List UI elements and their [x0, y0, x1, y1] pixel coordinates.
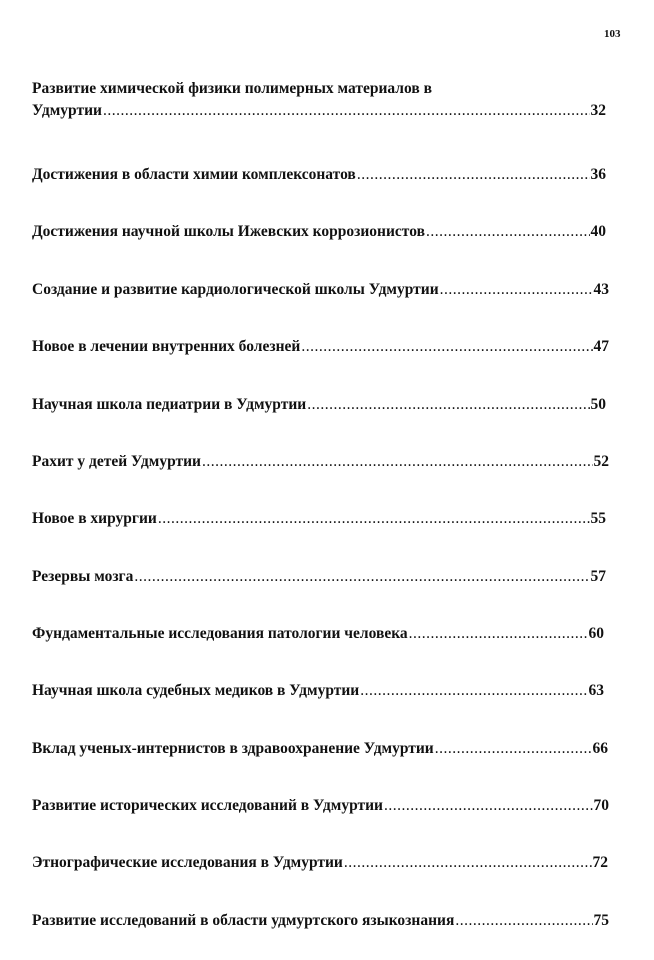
toc-entry-page: 47: [593, 338, 609, 355]
dot-leader: [455, 910, 592, 932]
toc-entry: [32, 336, 609, 358]
toc-entry: [32, 451, 609, 473]
toc-entry: [32, 221, 606, 243]
toc-entry-page: 43: [593, 281, 609, 298]
dot-leader: [134, 566, 589, 588]
toc-entry: [32, 566, 606, 588]
toc-entry-title: Достижения научной школы Ижевских коррозионистов: [32, 223, 425, 240]
toc-entry-page: 72: [592, 854, 608, 871]
toc-entry: [32, 279, 609, 301]
toc-entry-page: 70: [593, 797, 609, 814]
toc-entry-title: Фундаментальные исследования патологии человека: [32, 625, 408, 642]
toc-entry-page: 40: [590, 223, 606, 240]
toc-entry-title: Научная школа педиатрии в Удмуртии: [32, 396, 307, 413]
dot-leader: [307, 394, 589, 416]
toc-entry-page: 57: [590, 568, 606, 585]
toc-entry-page: 63: [588, 682, 604, 699]
toc-entry-title: Развитие исторических исследований в Удмуртии: [32, 797, 383, 814]
toc-entry: [32, 852, 608, 874]
dot-leader: [384, 795, 593, 817]
toc-entry-page: 52: [593, 453, 609, 470]
dot-leader: [357, 164, 590, 186]
dot-leader: [158, 508, 590, 530]
toc-entry: [32, 680, 604, 702]
toc-entry-title: Резервы мозга: [32, 568, 134, 585]
toc-entry: [32, 164, 606, 186]
toc-entry: [32, 394, 606, 416]
toc-entry-page: 55: [590, 510, 606, 527]
toc-entry-page: 66: [592, 740, 608, 757]
toc-entry: [32, 910, 609, 932]
toc-entry: [32, 508, 606, 530]
toc-entry-title: Этнографические исследования в Удмуртии: [32, 854, 343, 871]
toc-entry-title: Достижения в области химии комплексонатов: [32, 166, 356, 183]
dot-leader: [202, 451, 593, 473]
toc-entry-title: Вклад ученых-интернистов в здравоохранение Удмуртии: [32, 740, 434, 757]
toc-entry-title: Новое в хирургии: [32, 510, 157, 527]
dot-leader: [426, 221, 590, 243]
toc-entry: [32, 795, 609, 817]
toc-entry-page: 32: [590, 102, 606, 119]
dot-leader: [440, 279, 593, 301]
toc-entry-title: Создание и развитие кардиологической школы Удмуртии: [32, 281, 439, 298]
toc-entry-title: Удмуртии: [32, 102, 102, 119]
dot-leader: [344, 852, 592, 874]
toc-entry: [32, 738, 608, 760]
page-number: 103: [604, 28, 621, 40]
toc-entry: [32, 78, 606, 122]
toc-entry-title: Рахит у детей Удмуртии: [32, 453, 201, 470]
toc-entry: [32, 623, 604, 645]
toc-entry-page: 75: [593, 912, 609, 929]
dot-leader: [435, 738, 592, 760]
toc-entry-title: Новое в лечении внутренних болезней: [32, 338, 301, 355]
dot-leader: [409, 623, 588, 645]
toc-entry-title: Развитие исследований в области удмуртского языкознания: [32, 912, 455, 929]
dot-leader: [103, 100, 590, 122]
toc-entry-page: 60: [588, 625, 604, 642]
toc-entry-page: 36: [590, 166, 606, 183]
dot-leader: [360, 680, 587, 702]
dot-leader: [301, 336, 592, 358]
toc-entry-title-line1: Развитие химической физики полимерных материалов в: [32, 80, 432, 97]
toc-entry-page: 50: [590, 396, 606, 413]
toc-entry-title: Научная школа судебных медиков в Удмуртии: [32, 682, 360, 699]
